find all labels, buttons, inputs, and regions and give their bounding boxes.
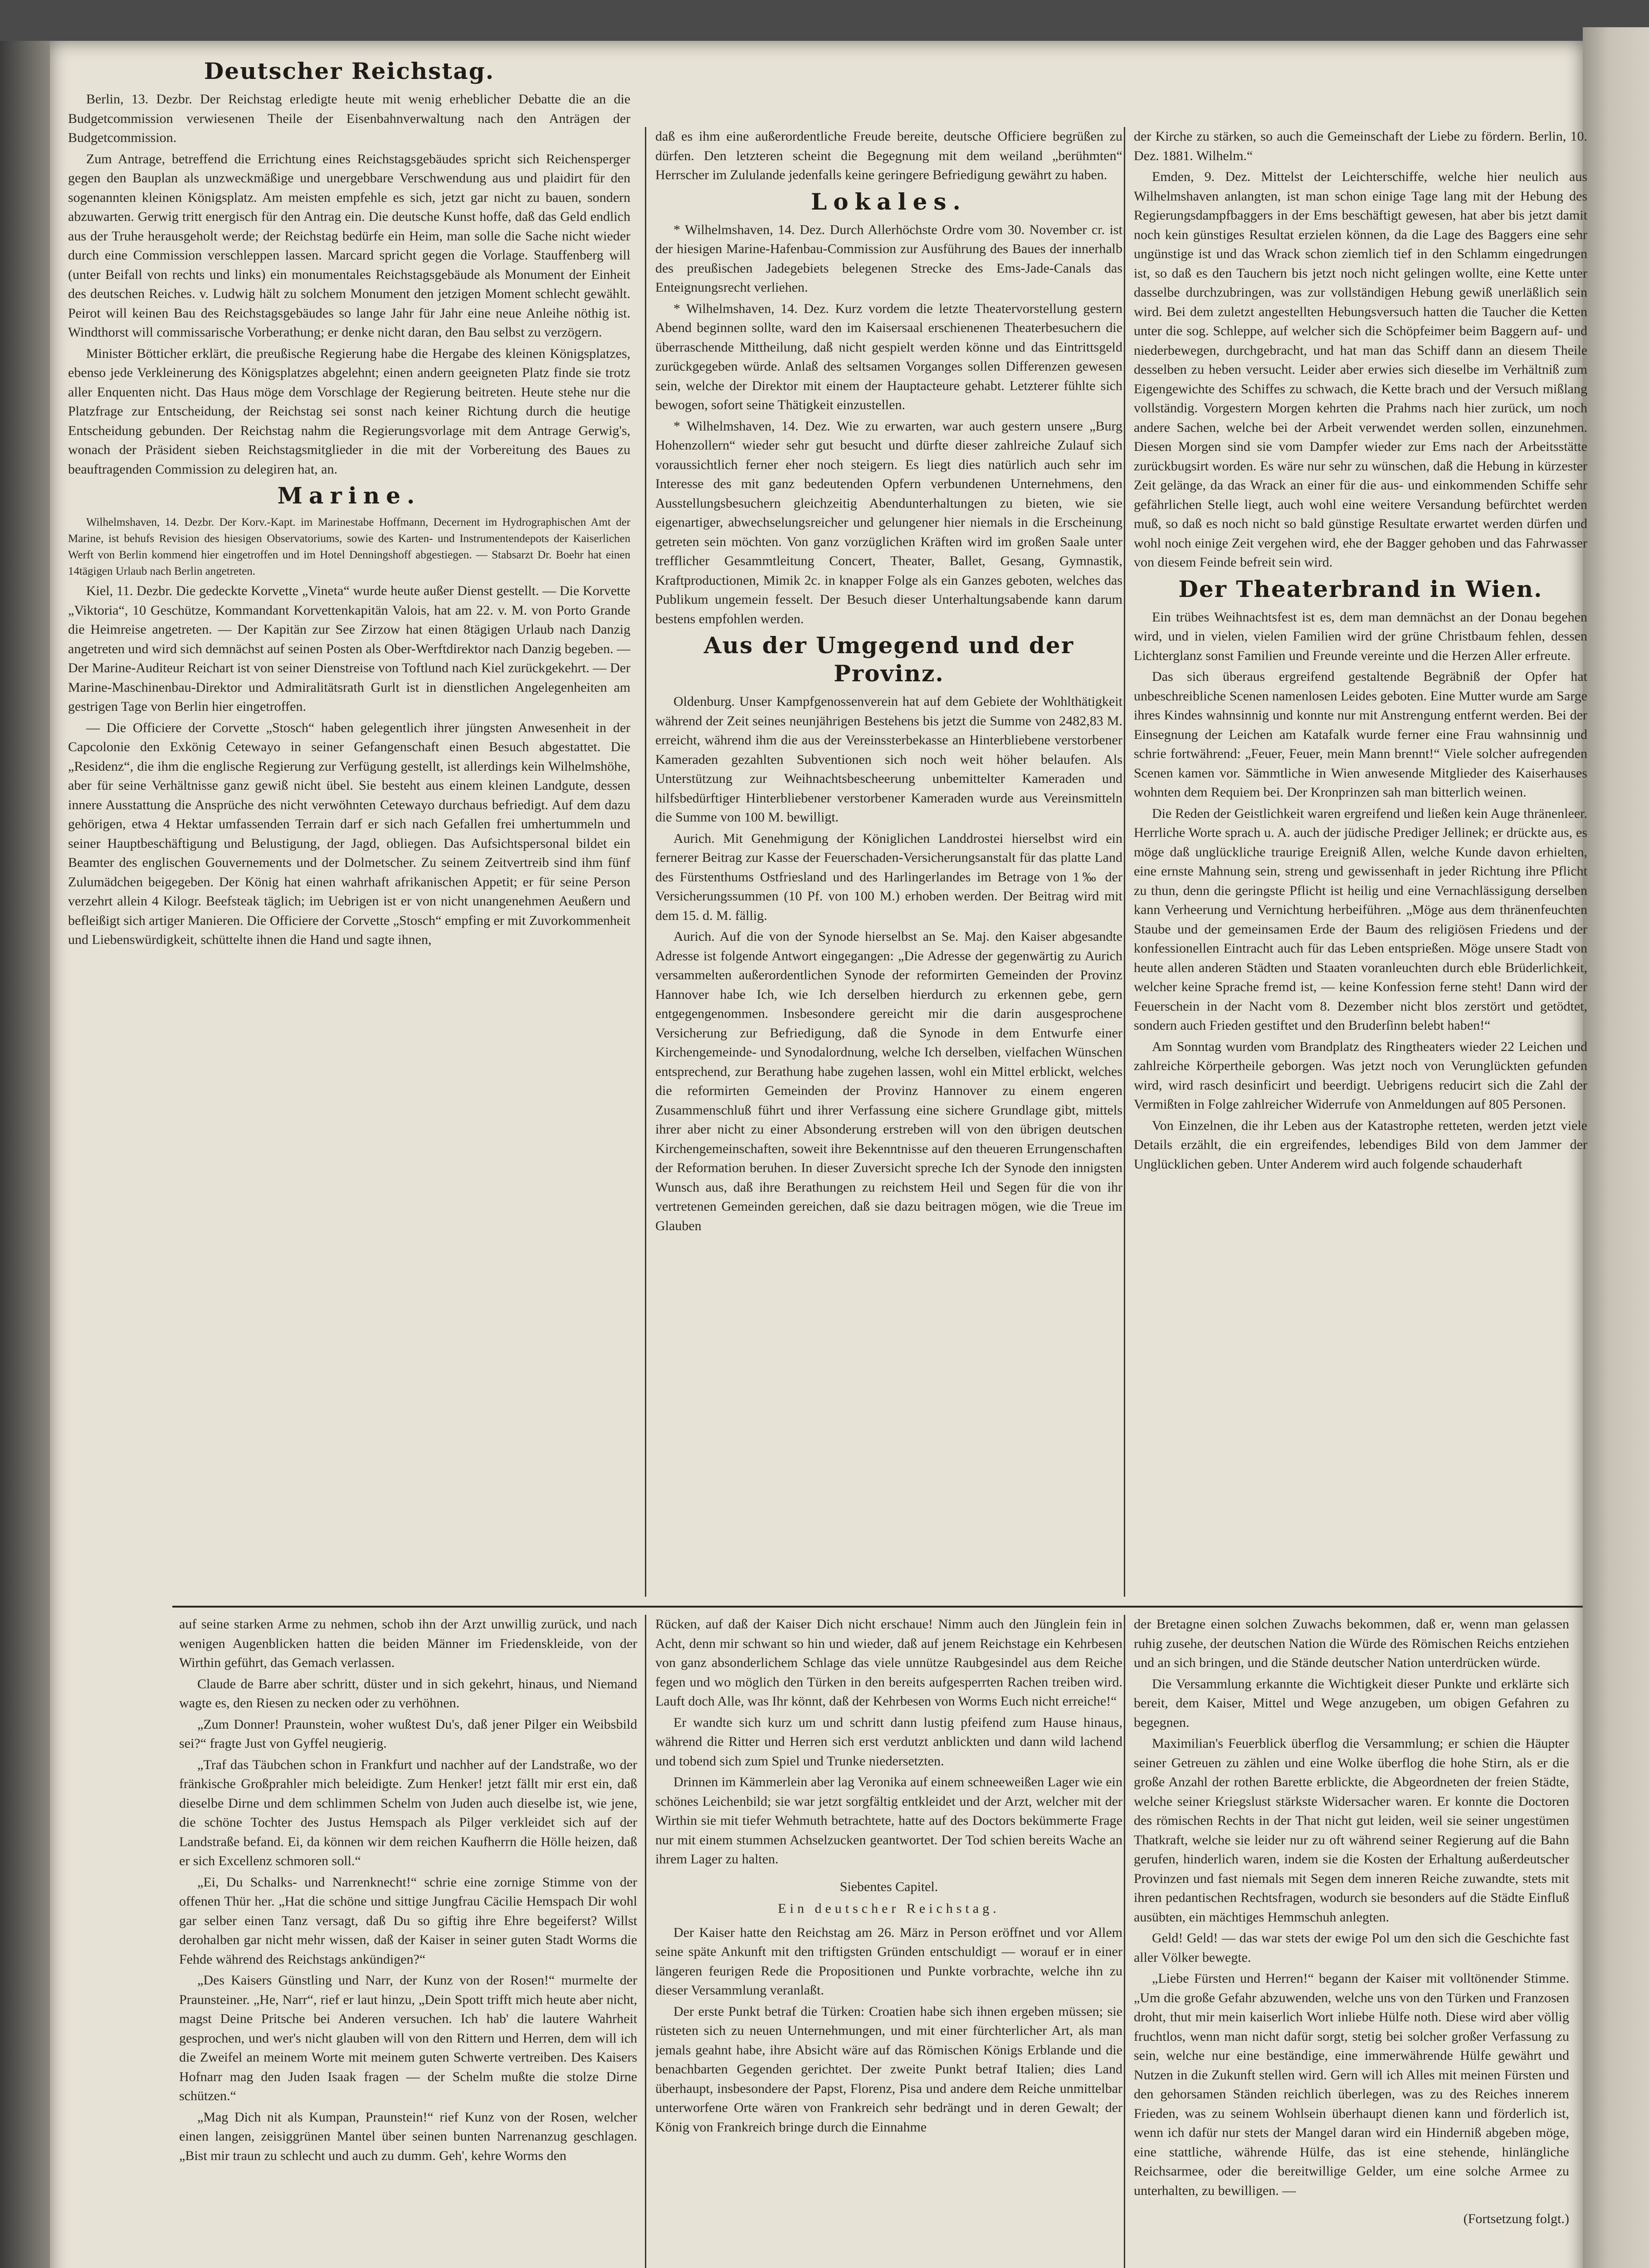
paragraph: Geld! Geld! — das war stets der ewige Pol um den sich die Geschichte fast aller Völker bewegte. <box>1134 1931 1569 1965</box>
top-column-1 <box>68 54 630 1551</box>
paragraph: Kiel, 11. Dezbr. Die gedeckte Korvette „Vineta“ wurde heute außer Dienst gestellt. — Die Korvette „Viktoria“, 10 Geschütze, Kommandant Korvettenkapitän Valois, hat am 22. v. M. von Porto Grande die Heimreise angetreten. — Der Kapitän zur See Zirzow hat einen 8tägigen Urlaub nach Danzig angetreten und wird sich demnächst auf seinen Posten als Ober-Werftdirektor nach Danzig begeben. — Der Marine-Auditeur Reichart ist von seiner Dienstreise von Toftlund nach Kiel zurückgekehrt. — Der Marine-Maschinenbau-Direktor und Admiralitätsrath Gurlt ist in dienstlichen Angelegenheiten am gestrigen Tage von Berlin hier eingetroffen. <box>68 583 630 714</box>
top-column-3 <box>1134 127 1587 1606</box>
column-divider-bottom-1 <box>645 1615 646 2268</box>
paragraph: Die Versammlung erkannte die Wichtigkeit dieser Punkte und erklärte sich bereit, dem Kaiser, Mittel und Wege anzugeben, um obigen Gefahren zu begegnen. <box>1134 1676 1569 1730</box>
page-gutter-shadow <box>0 41 50 2268</box>
paragraph: Die Reden der Geistlichkeit waren ergreifend und ließen kein Auge thränenleer. Herrliche Worte sprach u. A. auch der jüdische Prediger Jellinek; er drückte aus, es möge daß unglückliche traurige Ereigniß Allen, welche Kunde davon erhielten, eine ernste Mahnung sein, streng und gewissenhaft in jeder Richtung ihre Pflicht zu thun, denn die geringste Pflicht ist heilig und eine Vernachlässigung derselben kann Verheerung und Vernichtung herbeiführen. „Möge aus dem thränenfeuchten Staube und der gemeinsamen Erde der Baum des religiösen Friedens und der konfessionellen Eintracht auch für das Leben entsprießen. Möge unsere Stadt von heute allen anderen Städten und Staaten voranleuchten durch eble Brüderlichkeit, welcher keine Sprache fremd ist, — keine Konfession ferne steht! Dann wird der Feuerschein in der Nacht vom 8. Dezember nicht blos zerstört und getödtet, sondern auch Frieden gestiftet und den Bruderſinn belebt haben!“ <box>1134 806 1587 1033</box>
column-divider-bottom-2 <box>1124 1615 1125 2268</box>
paragraph: — Die Officiere der Corvette „Stosch“ haben gelegentlich ihrer jüngsten Anwesenheit in der Capcolonie den Exkönig Cetewayo in seiner Gefangenschaft einen Besuch abgestattet. Die „Residenz“, die ihm die englische Regierung zur Verfügung gestellt, ist allerdings kein Wilhelmshöhe, aber für seine Verhältnisse ganz gewiß nicht übel. Sie besteht aus einem kleinen Landgute, dessen innere Ausstattung die Ansprüche des nicht verwöhnten Cetewayo durchaus befriedigt. Auf dem dazu gehörigen, etwa 4 Hektar umfassenden Terrain darf er sich nach Gefallen frei umhertummeln und seiner Hauptbeschäftigung und Belustigung, der Jagd, obliegen. Das Aufsichtspersonal bildet ein Beamter des englischen Gouvernements und der Dolmetscher. Zu seinem Zeitvertreib sind ihm fünf Zulumädchen beigegeben. Der König hat einen wahrhaft afrikanischen Appetit; er für seine Person verzehrt allein 4 Kilogr. Beefsteak täglich; im Uebrigen ist er von nicht unangenehmen Aeußern und befleißigt sich artiger Manieren. Die Officiere der Corvette „Stosch“ empfing er mit Zuvorkommenheit und Liebenswürdigkeit, schüttelte ihnen die Hand und sagte ihnen, <box>68 720 630 947</box>
bottom-column-3 <box>1134 1615 1569 2268</box>
continuation-note: (Fortsetzung folgt.) <box>1463 2211 1569 2226</box>
column-divider-top-1 <box>645 127 646 1597</box>
paragraph: Er wandte sich kurz um und schritt dann lustig pfeifend zum Hause hinaus, während die Ritter und Herren sich erst verdutzt anblickten und dann wild lachend und tobend sich zum Spiel und Trunke niedersetzten. <box>655 1715 1122 1769</box>
paragraph: „Zum Donner! Praunstein, woher wußtest Du's, daß jener Pilger ein Weibsbild sei?“ fragte Just von Gyffel neugierig. <box>179 1716 637 1751</box>
paragraph: * Wilhelmshaven, 14. Dez. Durch Allerhöchste Ordre vom 30. November cr. ist der hiesigen Marine-Hafenbau-Commission zur Ausführung des Baues der innerhalb des preußischen Jadegebiets belegenen Strecke des Ems-Jade-Canals das Enteignungsrecht verliehen. <box>655 222 1122 295</box>
paragraph: Der Kaiser hatte den Reichstag am 26. März in Person eröffnet und vor Allem seine späte Ankunft mit den triftigsten Gründen entschuldigt — worauf er in einer längeren feurigen Rede die Propositionen und Punkte vorbrachte, welche ihn zu dieser Versammlung veranlaßt. <box>655 1925 1122 1998</box>
paragraph: Von Einzelnen, die ihr Leben aus der Katastrophe retteten, werden jetzt viele Details erzählt, die ein ergreifendes, lebendiges Bild von dem Jammer der Unglücklichen geben. Unter Anderem wird auch folgende schauderhaft <box>1134 1118 1587 1172</box>
paragraph: Emden, 9. Dez. Mittelst der Leichterschiffe, welche hier neulich aus Wilhelmshaven anlangten, ist man schon einige Tage lang mit der Hebung des Regierungsdampfbaggers in der Ems beschäftigt gewesen, hat aber bis jetzt damit noch kein günstiges Resultat erzielen können, da die Lage des Baggers eine sehr ungünstige ist und das Wrack schon ziemlich tief in den Schlamm eingedrungen ist, so daß es den Tauchern bis jetzt noch nicht gelingen wollte, eine Kette unter dasselbe durchzubringen, was zur vollständigen Hebung gewiß unerläßlich sein wird. Bei dem zuletzt angestellten Hebungsversuch hatten die Taucher die Ketten unter die sog. Schleppe, auf welcher sich die Schöpfeimer beim Baggern auf- und niederbewegen, durchgebracht, und hat man das Schiff dann an diesem Theile desselben zu heben versucht. Leider aber erwies sich dieselbe im Verhältniß zum Eigengewichte des Schiffes zu schwach, die Kette brach und der Versuch mißlang vollständig. Vorgestern Morgen kehrten die Prahms nach hier zurück, um noch andere Sachen, welche bei der Arbeit verwendet werden sollen, einzunehmen. Diesen Morgen sind sie vom Dampfer wieder zur Ems nach der Arbeitsstätte zurückbugsirt worden. Es wäre nur sehr zu wünschen, daß die Hebung in kürzester Zeit gelänge, da das Wrack an einer für die aus- und einkommenden Schiffe sehr gefährlichen Stelle liegt, auch wohl eine weitere Versandung befürchtet werden muß, so daß es noch nicht so bald günstige Resultate erwartet werden dürfen und wohl noch einige Zeit vergehen wird, ehe der Bagger gehoben und das Fahrwasser von diesem Feinde befreit sein wird. <box>1134 169 1587 570</box>
chapter-title: Siebentes Capitel. <box>839 1879 938 1894</box>
paragraph: * Wilhelmshaven, 14. Dez. Kurz vordem die letzte Theatervorstellung gestern Abend beginnen sollte, ward den im Kaisersaal erschienenen Theaterbesuchern die überraschende Mittheilung, daß nicht gespielt werden könne und das Eintrittsgeld zurückgegeben würde. Anlaß des seltsamen Vorganges sollen Differenzen gewesen sein, welche der Direktor mit einem der Hauptacteure gehabt. Letzterer fühlte sich bewogen, sofort seine Thätigkeit einzustellen. <box>655 301 1122 412</box>
section-headline: Aus der Umgegend und der Provinz. <box>703 632 1074 687</box>
section-headline: Marine. <box>277 482 421 509</box>
chapter-subtitle: Ein deutscher Reichstag. <box>778 1901 1000 1916</box>
paragraph: Zum Antrage, betreffend die Errichtung eines Reichstagsgebäudes spricht sich Reichensperger gegen den Bauplan als unzweckmäßige und unergebbare Verschwendung aus und plaidirt für den sogenannten kleinen Königsplatz. Am meisten empfehle es sich, jetzt gar nicht zu bauen, sondern abzuwarten. Gerwig tritt energisch für den Antrag ein. Die deutsche Kunst hoffe, daß das Geld endlich aus der Truhe herausgeholt werde; der Reichstag bedürfe ein Heim, man solle die Sache nicht wieder durch eine Commission verschleppen lassen. Marcard spricht gegen die Vorlage. Stauffenberg will (unter Beifall von rechts und links) ein monumentales Reichstagsgebäude als Monument der Einheit des deutschen Reiches. v. Ludwig hält zu solchem Monument den jetzigen Moment schlecht gewählt. Peirot will keinen Bau des Reichstagsgebäudes so lange Jahr für Jahr eine neue Anleihe nöthig ist. Windthorst will commissarische Vorberathung; er denke nicht daran, den Bau selbst zu verzögern. <box>68 151 630 340</box>
paragraph: „Mag Dich nit als Kumpan, Praunstein!“ rief Kunz von der Rosen, welcher einen langen, zeisiggrünen Mantel über seinen bunten Narrenanzug geschlagen. „Bist mir traun zu schlecht und auch zu dumm. Geh', kehre Worms den <box>179 2109 637 2163</box>
paragraph: Ein trübes Weihnachtsfest ist es, dem man demnächst an der Donau begehen wird, und in vielen, vielen Familien wird der grüne Christbaum fehlen, dessen Lichterglanz sonst Familien und Freunde vereinte und die Herzen Aller erfreute. <box>1134 609 1587 663</box>
paragraph: Oldenburg. Unser Kampfgenossenverein hat auf dem Gebiete der Wohlthätigkeit während der Zeit seines neunjährigen Bestehens bis jetzt die Summe von 2482,83 M. erreicht, während ihm die aus der Vereinssterbekasse an Hinterbliebene verstorbener Kameraden gezahlten Subventionen sich noch weit höher belaufen. Als Unterstützung zur Weihnachtsbescheerung unbemittelter Kameraden und hilfsbedürftiger Hinterbliebener verstorbener Kameraden wurde aus Vereinsmitteln die Summe von 100 M. bewilligt. <box>655 694 1122 825</box>
paragraph: Claude de Barre aber schritt, düster und in sich gekehrt, hinaus, und Niemand wagte es, den Riesen zu necken oder zu verhöhnen. <box>179 1676 637 1711</box>
paragraph: Aurich. Auf die von der Synode hierselbst an Se. Maj. den Kaiser abgesandte Adresse ist folgende Antwort eingegangen: „Die Adresse der gegenwärtig zu Aurich versammelten außerordentlichen Synode der reformirten Gemeinden der Provinz Hannover habe Ich, wie Ich derselben hierdurch zu erkennen gebe, gern entgegengenommen. Insbesondere gereicht mir die darin ausgesprochene Versicherung zur Befriedigung, daß die Synode in dem Entwurfe einer Kirchengemeinde- und Synodalordnung, welche Ich derselben, vielfachen Wünschen entsprechend, zur Berathung habe zugehen lassen, wohl ein Mittel erblickt, welches die reformirten Gemeinden der Provinz Hannover zu einem engeren Zusammenschluß führt und ihrer Verfassung eine sichere Grundlage gibt, mittels ihrer aber nicht zu einer Absonderung erstreben will von den übrigen deutschen Kirchengemeinschaften, soweit ihre Bekenntnisse auf den theueren Errungenschaften der Reformation beruhen. In dieser Zuversicht spreche Ich der Synode den innigsten Wunsch aus, daß ihre Berathungen zu reichstem Heil und Segen für die von ihr vertretenen Gemeinden gereichen, daß sie dazu beitragen mögen, wie die Treue im Glauben <box>655 929 1122 1233</box>
paragraph: Am Sonntag wurden vom Brandplatz des Ringtheaters wieder 22 Leichen und zahlreiche Körpertheile geborgen. Was jetzt noch von Verunglückten gefunden wird, wird rasch desinficirt und beerdigt. Uebrigens reducirt sich die Zahl der Vermißten in Folge zahlreicher Widerrufe von Anmeldungen auf 805 Personen. <box>1134 1039 1587 1112</box>
paragraph: Berlin, 13. Dezbr. Der Reichstag erledigte heute mit wenig erheblicher Debatte die an die Budgetcommission verwiesenen Theile der Eisenbahnverwaltung nach den Anträgen der Budgetcommission. <box>68 92 630 145</box>
paragraph: Minister Bötticher erklärt, die preußische Regierung habe die Hergabe des kleinen Königsplatzes, ebenso jede Verkleinerung des Königsplatzes abgelehnt; einen andern geeigneten Platz finde sie trotz aller Enquenten nicht. Das Haus möge dem Vorschlage der Regierung beitreten. Heute stehe nur die Platzfrage zur Entscheidung, der Reichstag sei sonst nach keiner Richtung durch die heutige Entscheidung gebunden. Der Reichstag nahm die Regierungsvorlage mit dem Antrage Gerwig's, wonach der Präsident sieben Reichstagsmitglieder in die mit der Vorbereitung des Baues zu beauftragenden Commission zu delegiren hat, an. <box>68 346 630 477</box>
column-divider-top-2 <box>1124 127 1125 1597</box>
paragraph: „Liebe Fürsten und Herren!“ begann der Kaiser mit volltönender Stimme. „Um die große Gefahr abzuwenden, welche uns von den Türken und Franzosen droht, thut mir mein kaiserlich Wort inliebe Hülfe noth. Diese wird aber völlig fruchtlos, wenn man nicht dafür sorgt, stetig bei solcher großer Verfassung zu sein, welche nur eine beständige, eine immerwährende Hülfe gewährt und Nutzen in die Zukunft stellen wird. Gern will ich Alles mit meinen Fürsten und den gehorsamen Ständen reichlich überlegen, was zu des Reiches innerem Frieden, was zu seinem Wohlsein überhaupt dienen kann und förderlich ist, wenn ich dafür nur stets der Mangel daran wird ein Hinderniß abgeben möge, eine stattliche, währende Hülfe, das ist eine stehende, hinlängliche Reichsarmee, oder die bereitwillige Gelder, um eine solche Armee zu unterhalten, zu bewilligen. — <box>1134 1971 1569 2198</box>
section-headline: Deutscher Reichstag. <box>204 58 495 84</box>
top-column-2 <box>655 127 1122 1606</box>
page-right-margin <box>1583 27 1649 2268</box>
section-headline: Lokales. <box>811 188 967 215</box>
paragraph: Das sich überaus ergreifend gestaltende Begräbniß der Opfer hat unbeschreibliche Scenen namenlosen Leides geboten. Eine Mutter wurde am Sarge ihres Kindes wahnsinnig und konnte nur mit Anstrengung entfernt werden. Bei der Einsegnung der Leichen am Katafalk wurde ferner eine Frau wahnsinnig und schrie fortwährend: „Feuer, Feuer, mein Mann brennt!“ Viele solcher aufregenden Scenen kamen vor. Sämmtliche in Wien anwesende Mitglieder des Kaiserhauses wohnten dem Requiem bei. Der Kronprinzen sah man bitterlich weinen. <box>1134 669 1587 800</box>
continued-paragraph: daß es ihm eine außerordentliche Freude bereite, deutsche Officiere begrüßen zu dürfen. Den letzteren scheint die Begegnung mit dem weiland „berühmten“ Herrscher im Zululande jedenfalls keine geringere Befriedigung gewährt zu haben. <box>655 129 1122 182</box>
paragraph: Aurich. Mit Genehmigung der Königlichen Landdrostei hierselbst wird ein fernerer Beitrag zur Kasse der Feuerschaden-Versicherungsanstalt für das platte Land des Fürstenthums Ostfriesland und des Harlingerlandes im Betrage von 1‰ der Versicherungssummen (10 Pf. von 100 M.) erhoben werden. Der Beitrag wird mit dem 15. d. M. fällig. <box>655 831 1122 923</box>
paragraph: Der erste Punkt betraf die Türken: Croatien habe sich ihnen ergeben müssen; sie rüsteten sich zu neuen Unternehmungen, und mit einer fürchterlicher Art, als man jemals geahnt habe, ihre Absicht wäre auf das Römischen Königs Erblande und die benachbarten Gegenden gerichtet. Der zweite Punkt betraf Italien; dies Land überhaupt, insbesondere der Papst, Florenz, Pisa und andere dem Reiche unmittelbar unterworfene Orte wären von Frankreich sehr bedrängt und in deren Gewalt; der König von Frankreich bringe durch die Einnahme <box>655 2004 1122 2135</box>
continued-paragraph: auf seine starken Arme zu nehmen, schob ihn der Arzt unwillig zurück, und nach wenigen Augenblicken hatten die beiden Männer im Friedenskleide, von der Wirthin geführt, das Gemach verlassen. <box>179 1617 637 1670</box>
paragraph: „Des Kaisers Günstling und Narr, der Kunz von der Rosen!“ murmelte der Praunsteiner. „He, Narr“, rief er laut hinzu, „Dein Spott trifft mich heute aber nicht, magst Deine Pritsche bei Anderen versuchen. Ich hab' die lautere Wahrheit gesprochen, und wer's nicht glauben will von den Rittern und Herren, dem will ich die Zweifel an meinem Worte mit meinem guten Schwerte vertreiben. Des Kaisers Hofnarr mag den Juden Isaak fragen — der Schelm mußte die stolze Dirne schützen.“ <box>179 1973 637 2103</box>
continued-paragraph: Rücken, auf daß der Kaiser Dich nicht erschaue! Nimm auch den Jünglein fein in Acht, denn mir schwant so hin und wieder, daß auf jenem Reichstage ein Kehrbesen von ganz absonderlichem Schlage das viele unnütze Raubgesindel aus dem Reiche fegen und wo möglich den Türken in den bereits aufgesperrten Rachen treiben wird. Lauft doch Alle, was Ihr könnt, daß der Kehrbesen von Worms Euch nicht erreiche!“ <box>655 1617 1122 1709</box>
paragraph: * Wilhelmshaven, 14. Dez. Wie zu erwarten, war auch gestern unsere „Burg Hohenzollern“ wieder sehr gut besucht und dürfte dieser zahlreiche Zulauf sich voraussichtlich ferner eher noch steigern. Es liegt dies natürlich auch sehr im Interesse des mit ganz bedeutenden Opfern verbundenen Unternehmens, den Ausstellungsbesuchern gleichzeitig Abendunterhaltungen zu bieten, wie sie eigenartiger, abwechselungsreicher und gelungener hier niemals in die Erscheinung getreten sein möchten. Von ganz vorzüglichen Kräften wird im großen Saale unter trefflicher Gesammtleitung Concert, Theater, Ballet, Gesang, Gymnastik, Kraftproductionen, Mimik 2c. in knapper Folge als ein Ganzes geboten, welches das Publikum ungemein fesselt. Der Besuch dieser Unterhaltungsabende kann darum bestens empfohlen werden. <box>655 418 1122 626</box>
paragraph: Maximilian's Feuerblick überflog die Versammlung; er schien die Häupter seiner Getreuen zu zählen und eine Wolke überflog die hohe Stirn, als er die große Anzahl der rothen Barette erblickte, die Abgeordneten der freien Städte, welche seiner Kriegslust stärkste Widersacher waren. Er konnte die Doctoren des römischen Rechts in der That nicht gut leiden, weil sie seiner ungestümen Thatkraft, welche sie leider nur zu oft während seiner Regierung auf die Bahn gerufen, hinderlich waren, indem sie die Kosten der Erhaltung außerdeutscher Provinzen und fast niemals mit Segen dem inneren Reiche zuwandte, stets mit ihren pedantischen Rechtsfragen, wodurch sie besonders auf die Städte Einfluß ausübten, ein mächtiges Hemmschuh anlegten. <box>1134 1736 1569 1925</box>
paragraph: „Traf das Täubchen schon in Frankfurt und nachher auf der Landstraße, wo der fränkische Großprahler mich beleidigte. Zum Henker! jetzt fällt mir erst ein, daß dieselbe Dirne und dem schlimmen Schelm von Juden auch dieselbe ist, wie jene, die schöne Tochter des Justus Hemspach als Pilger verkleidet sich auf der Landstraße befand. Ei, da können wir dem reichen Kaufherrn die Hölle heizen, daß er sich Excellenz schmoren soll.“ <box>179 1757 637 1868</box>
feuilleton-separator <box>172 1606 1583 1608</box>
bottom-column-2 <box>655 1615 1122 2268</box>
paragraph: „Ei, Du Schalks- und Narrenknecht!“ schrie eine zornige Stimme von der offenen Thür her. „Hat die schöne und sittige Jungfrau Cäcilie Hemspach Dir wohl gar selber einen Tanz versagt, daß Du so giftig ihre Ehre begeiferst? Willst derohalben gar nicht mehr wissen, daß der Kaiser in seiner guten Stadt Worms die Fehde während des Reichstags ankündigen?“ <box>179 1874 637 1967</box>
continued-paragraph: der Kirche zu stärken, so auch die Gemeinschaft der Liebe zu fördern. Berlin, 10. Dez. 1881. Wilhelm.“ <box>1134 129 1587 163</box>
section-headline: Der Theaterbrand in Wien. <box>1178 575 1543 602</box>
news-item-small: Wilhelmshaven, 14. Dezbr. Der Korv.-Kapt. im Marinestabe Hoffmann, Decernent im Hydrographischen Amt der Marine, ist behufs Revision des hiesigen Observatoriums, sowie des Karten- und Instrumentendepots der Kaiserlichen Werft von Berlin kommend hier eingetroffen und im Hotel Denningshoff abgestiegen. — Stabsarzt Dr. Boehr hat einen 14tägigen Urlaub nach Berlin angetreten. <box>68 516 630 577</box>
paragraph: Drinnen im Kämmerlein aber lag Veronika auf einem schneeweißen Lager wie ein schönes Leichenbild; sie war jetzt sorgfältig entkleidet und der Arzt, welcher mit der Wirthin sie mit tiefer Wehmuth betrachtete, hatte auf des Doctors bekümmerte Frage nur mit einem stummen Achselzucken geantwortet. Der Tod schien bereits Wache an ihrem Lager zu halten. <box>655 1774 1122 1867</box>
bottom-column-1 <box>179 1615 637 2268</box>
continued-paragraph: der Bretagne einen solchen Zuwachs bekommen, daß er, wenn man gelassen ruhig zusehe, der deutschen Nation die Würde des Römischen Reichs entziehen und an sich bringen, und die Stände deutscher Nation unterdrücken würde. <box>1134 1617 1569 1670</box>
